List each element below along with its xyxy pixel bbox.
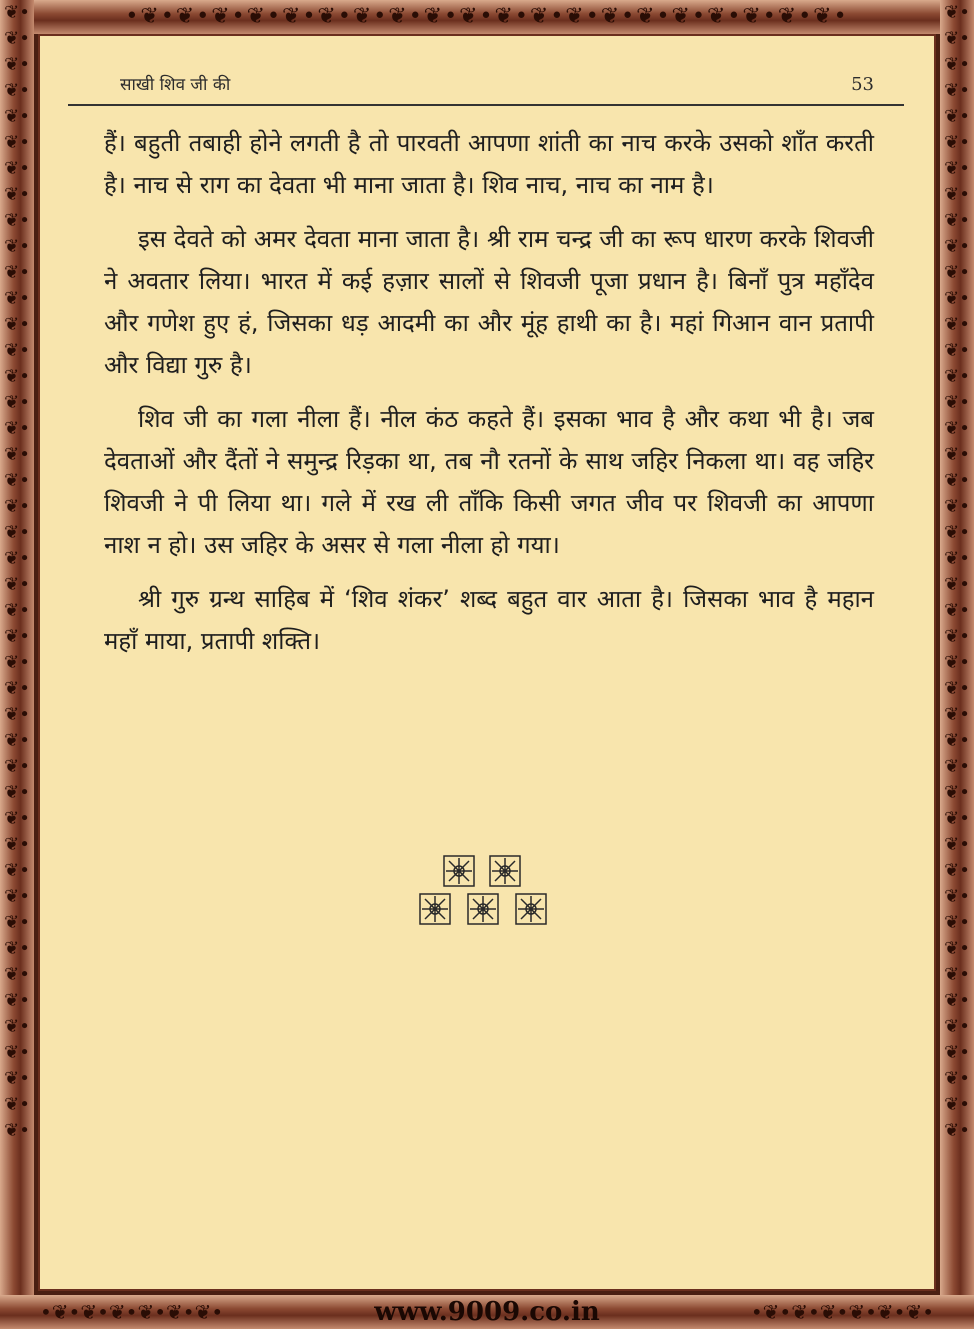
frame-bottom-border: [0, 1295, 974, 1329]
frame-right-border: [940, 0, 974, 1329]
page-header: [68, 72, 904, 102]
frame-ornament-icon: ❦•❦•❦•❦•❦•❦•❦•❦•❦•❦•❦•❦•❦•❦•❦•❦•❦•❦•❦•❦•❦•❦•❦•❦•❦•❦•❦•❦•❦•❦•❦•❦•❦•❦•❦•❦•❦•❦•❦•❦•❦•❦•❦•❦•: [944, 2, 970, 1141]
page-body-text: [104, 122, 874, 674]
floral-ornament-icon: [416, 850, 556, 930]
footer-website-url: www.9009.co.in: [374, 1297, 600, 1327]
frame-left-border: [0, 0, 34, 1329]
book-page: [38, 34, 936, 1291]
frame-ornament-icon: •❦•❦•❦•❦•❦•❦•❦•❦•❦•❦•❦•❦•❦•❦•❦•❦•❦•❦•❦•❦•: [125, 4, 849, 29]
paragraph: श्री गुरु ग्रन्थ साहिब में ‘शिव शंकर’ शब्द बहुत वार आता है। जिसका भाव है महान महाँ माया, प्रतापी शक्ति।: [104, 585, 874, 655]
frame-top-border: [0, 0, 974, 34]
frame-ornament-icon: •❦•❦•❦•❦•❦•❦•: [40, 1300, 224, 1324]
frame-ornament-icon: •❦•❦•❦•❦•❦•❦•: [750, 1300, 934, 1324]
paragraph: हैं। बहुती तबाही होने लगती है तो पारवती आपणा शांती का नाच करके उसको शाँत करती है। नाच से राग का देवता भी माना जाता है। शिव नाच, नाच का नाम है।: [104, 129, 874, 199]
frame-ornament-icon: ❦•❦•❦•❦•❦•❦•❦•❦•❦•❦•❦•❦•❦•❦•❦•❦•❦•❦•❦•❦•❦•❦•❦•❦•❦•❦•❦•❦•❦•❦•❦•❦•❦•❦•❦•❦•❦•❦•❦•❦•❦•❦•❦•❦•: [4, 2, 30, 1141]
header-divider: [68, 104, 904, 106]
page-number: 53: [851, 74, 874, 95]
floral-ornament-icon: [416, 850, 556, 930]
paragraph: शिव जी का गला नीला हैं। नील कंठ कहते हैं। इसका भाव है और कथा भी है। जब देवताओं और दैंतों ने समुन्द्र रिड़का था, तब नौ रतनों के साथ जहिर निकला था। वह जहिर शिवजी ने पी लिया था। गले में रख ली ताँकि किसी जगत जीव पर शिवजी का आपणा नाश न हो। उस जहिर के असर से गला नीला हो गया।: [104, 405, 874, 559]
running-title: साखी शिव जी की: [120, 75, 231, 95]
paragraph: इस देवते को अमर देवता माना जाता है। श्री राम चन्द्र जी का रूप धारण करके शिवजी ने अवतार लिया। भारत में कई हज़ार सालों से शिवजी पूजा प्रधान है। बिनाँ पुत्र महाँदेव और गणेश हुए हं, जिसका धड़ आदमी का और मूंह हाथी का है। महां गिआन वान प्रतापी और विद्या गुरु है।: [104, 225, 874, 379]
